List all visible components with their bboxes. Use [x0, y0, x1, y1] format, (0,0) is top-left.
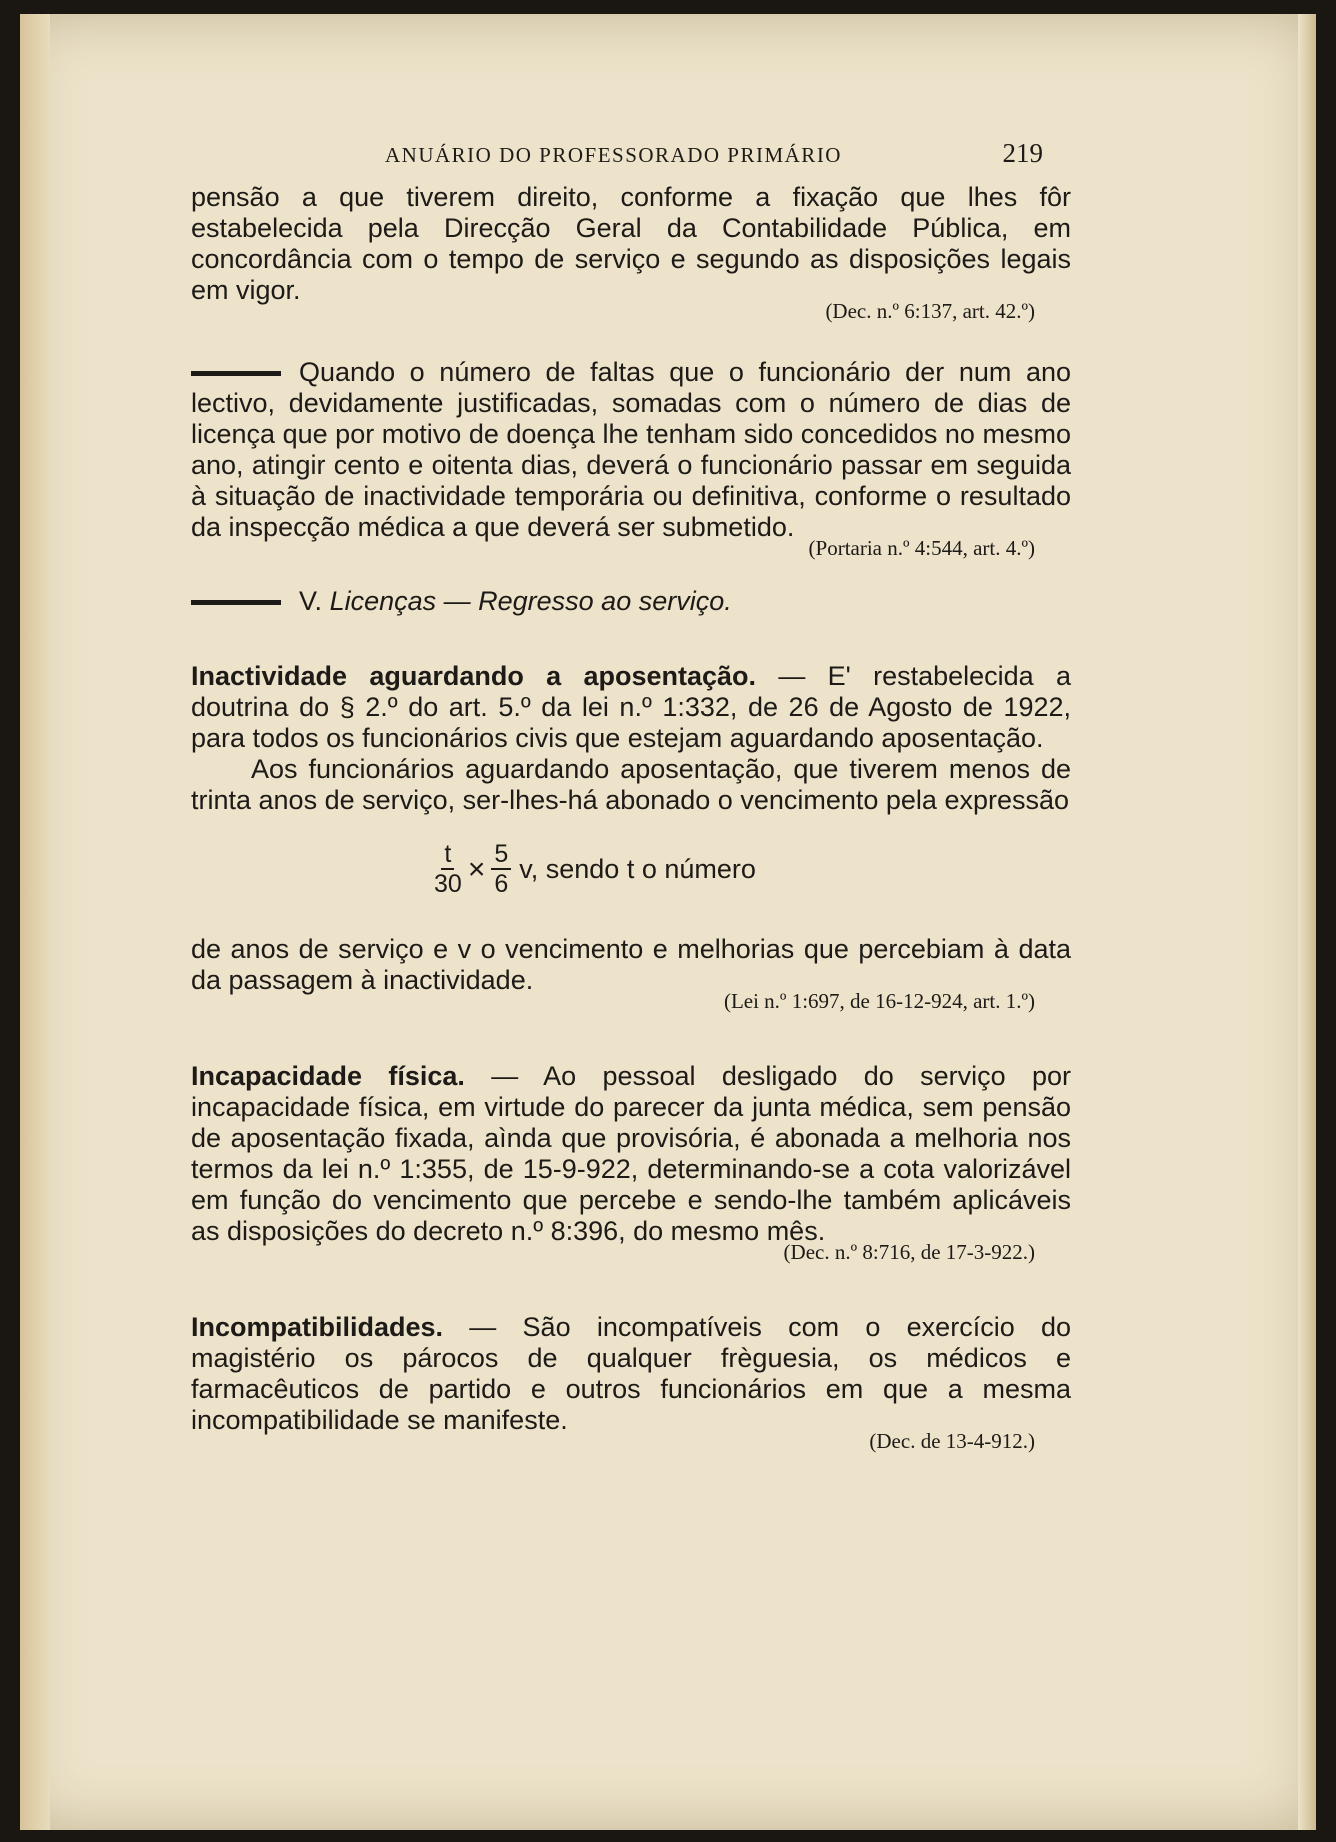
paragraph-pension: pensão a que tiverem direito, conforme a fixação que lhes fôr estabelecida pela Direcção Geral da Contabilidade Pública, em concordância com o tempo de serviço e segundo as disposições legais em vigor.	[191, 182, 1071, 305]
heading-incompatibilities: Incompatibilidades.	[191, 1312, 444, 1342]
paragraph-years-of-service: de anos de serviço e v o vencimento e melhorias que percebiam à data da passagem à inactividade.	[191, 934, 1071, 995]
paragraph-retirement-pay: Aos funcionários aguardando aposentação, que tiverem menos de trinta anos de serviço, ser-lhes-há abonado o vencimento pela expressão	[191, 754, 1071, 815]
citation-dec-13-4-912: (Dec. de 13-4-912.)	[869, 1429, 1035, 1453]
page-edge-left	[20, 14, 50, 1830]
citation-dec-8716: (Dec. n.º 8:716, de 17-3-922.)	[783, 1240, 1035, 1264]
paragraph-inactivity	[191, 661, 1071, 754]
fraction-numerator: t	[441, 840, 454, 870]
fraction-denominator: 6	[494, 870, 509, 898]
paragraph-incompatibilities	[191, 1312, 1071, 1436]
times-sign: ×	[467, 852, 486, 886]
fraction-numerator: 5	[491, 840, 511, 870]
citation-dec-6137: (Dec. n.º 6:137, art. 42.º)	[825, 299, 1035, 323]
page-number: 219	[1002, 138, 1043, 168]
citation-portaria-4544: (Portaria n.º 4:544, art. 4.º)	[808, 536, 1035, 560]
paragraph-incompatibilities-text: — São incompatíveis com o exercício do magistério os párocos de qualquer frèguesia, os médicos e farmacêuticos de partido e outros funcionários em que a mesma incompatibilidade se manifeste.	[191, 1312, 1071, 1435]
section-number: V.	[299, 586, 323, 616]
section-title: Licenças — Regresso ao serviço.	[329, 586, 732, 616]
paragraph-incapacity	[191, 1061, 1071, 1247]
section-heading	[191, 586, 1071, 617]
paragraph-absences-text: Quando o número de faltas que o funcionário der num ano lectivo, devidamente justificadas, somadas com o número de dias de licença que por motivo de doença lhe tenham sido concedidos no mesmo ano, atingir cento e oitenta dias, deverá o funcionário passar em seguida à situação de inactividade temporária ou definitiva, conforme o resultado da inspecção médica a que deverá ser submetido.	[191, 357, 1071, 542]
book-page	[20, 14, 1316, 1830]
page-content	[191, 122, 1071, 1457]
heading-incapacity: Incapacidade física.	[191, 1061, 465, 1091]
formula	[434, 834, 1071, 904]
running-title: ANUÁRIO DO PROFESSORADO PRIMÁRIO	[385, 143, 842, 167]
formula-text: v, sendo t o número	[519, 853, 756, 884]
fraction-denominator: 30	[434, 870, 462, 898]
paragraph-absences	[191, 357, 1071, 543]
running-head	[191, 122, 1071, 182]
heading-inactivity: Inactividade aguardando a aposentação.	[191, 661, 757, 691]
page-edge-right	[1298, 14, 1316, 1830]
fraction-5-over-6	[491, 840, 511, 898]
paragraph-incapacity-text: — Ao pessoal desligado do serviço por incapacidade física, em virtude do parecer da junta médica, sem pensão de aposentação fixada, aìnda que provisória, é abonada a melhoria nos termos da lei n.º 1:355, de 15-9-922, determinando-se a cota valorizável em função do vencimento que percebe e sendo-lhe também aplicáveis as disposições do decreto n.º 8:396, do mesmo mês.	[191, 1061, 1071, 1246]
em-rule	[191, 600, 281, 605]
em-rule	[191, 371, 281, 376]
citation-lei-1697: (Lei n.º 1:697, de 16-12-924, art. 1.º)	[723, 989, 1035, 1013]
paragraph-inactivity-text: — E' restabelecida a doutrina do § 2.º do art. 5.º da lei n.º 1:332, de 26 de Agosto de 1922, para todos os funcionários civis que estejam aguardando aposentação.	[191, 661, 1071, 753]
fraction-t-over-30	[434, 840, 462, 898]
